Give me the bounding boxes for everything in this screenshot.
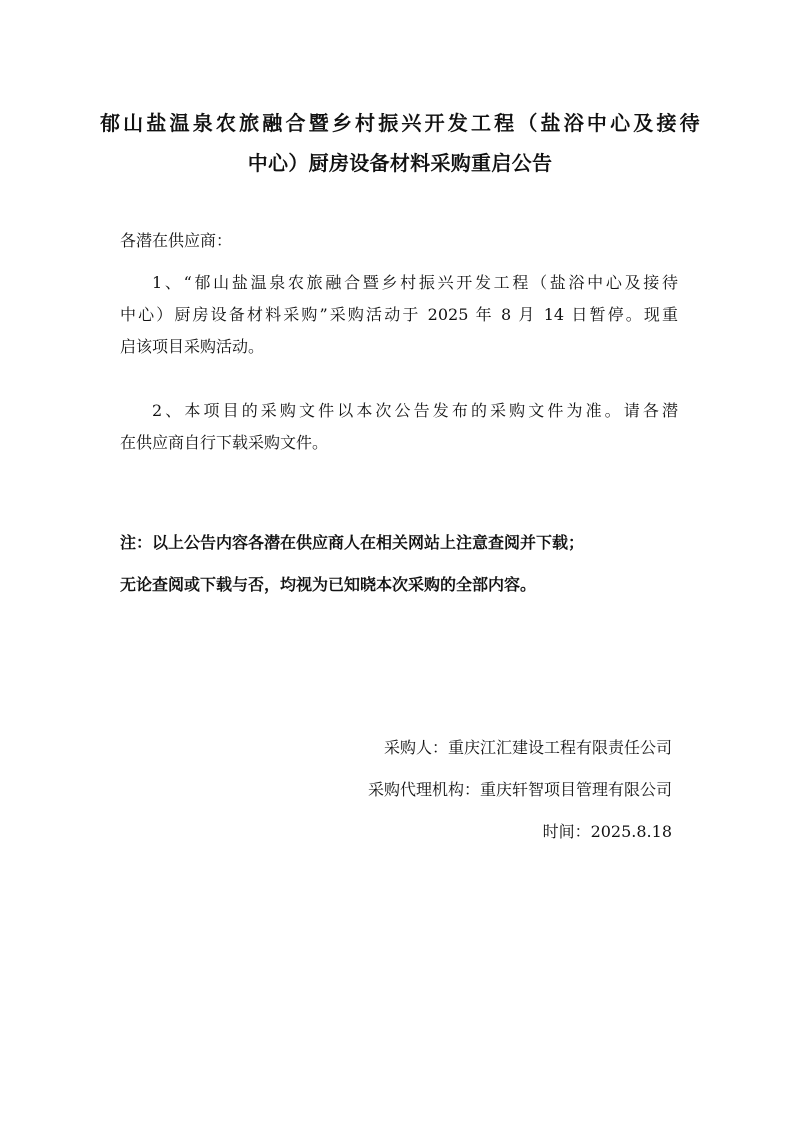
paragraph-2-line-2: 在供应商自行下载采购文件。 xyxy=(120,433,329,452)
greeting: 各潜在供应商： xyxy=(120,231,233,250)
paragraph-1-line-2: 中心）厨房设备材料采购”采购活动于 2025 年 8 月 14 日暂停。现重 xyxy=(120,305,678,324)
notice-note xyxy=(120,522,682,606)
paragraph-2 xyxy=(120,395,678,459)
purchaser: 采购人：重庆江汇建设工程有限责任公司 xyxy=(383,738,672,757)
note-line-1: 注：以上公告内容各潜在供应商人在相关网站上注意查阅并下载； xyxy=(120,533,585,552)
document-title xyxy=(100,103,700,183)
paragraph-2-line-1: 2、本项目的采购文件以本次公告发布的采购文件为准。请各潜 xyxy=(152,401,678,420)
notice-date: 时间：2025.8.18 xyxy=(542,822,672,841)
procurement-agency: 采购代理机构：重庆轩智项目管理有限公司 xyxy=(367,780,672,799)
paragraph-1 xyxy=(120,267,678,363)
paragraph-1-line-3: 启该项目采购活动。 xyxy=(120,337,265,356)
title-line-2: 中心）厨房设备材料采购重启公告 xyxy=(247,151,553,175)
title-line-1: 郁山盐温泉农旅融合暨乡村振兴开发工程（盐浴中心及接待 xyxy=(100,111,700,135)
paragraph-1-line-1: 1、“郁山盐温泉农旅融合暨乡村振兴开发工程（盐浴中心及接待 xyxy=(152,273,678,292)
note-line-2: 无论查阅或下载与否，均视为已知晓本次采购的全部内容。 xyxy=(120,575,537,594)
